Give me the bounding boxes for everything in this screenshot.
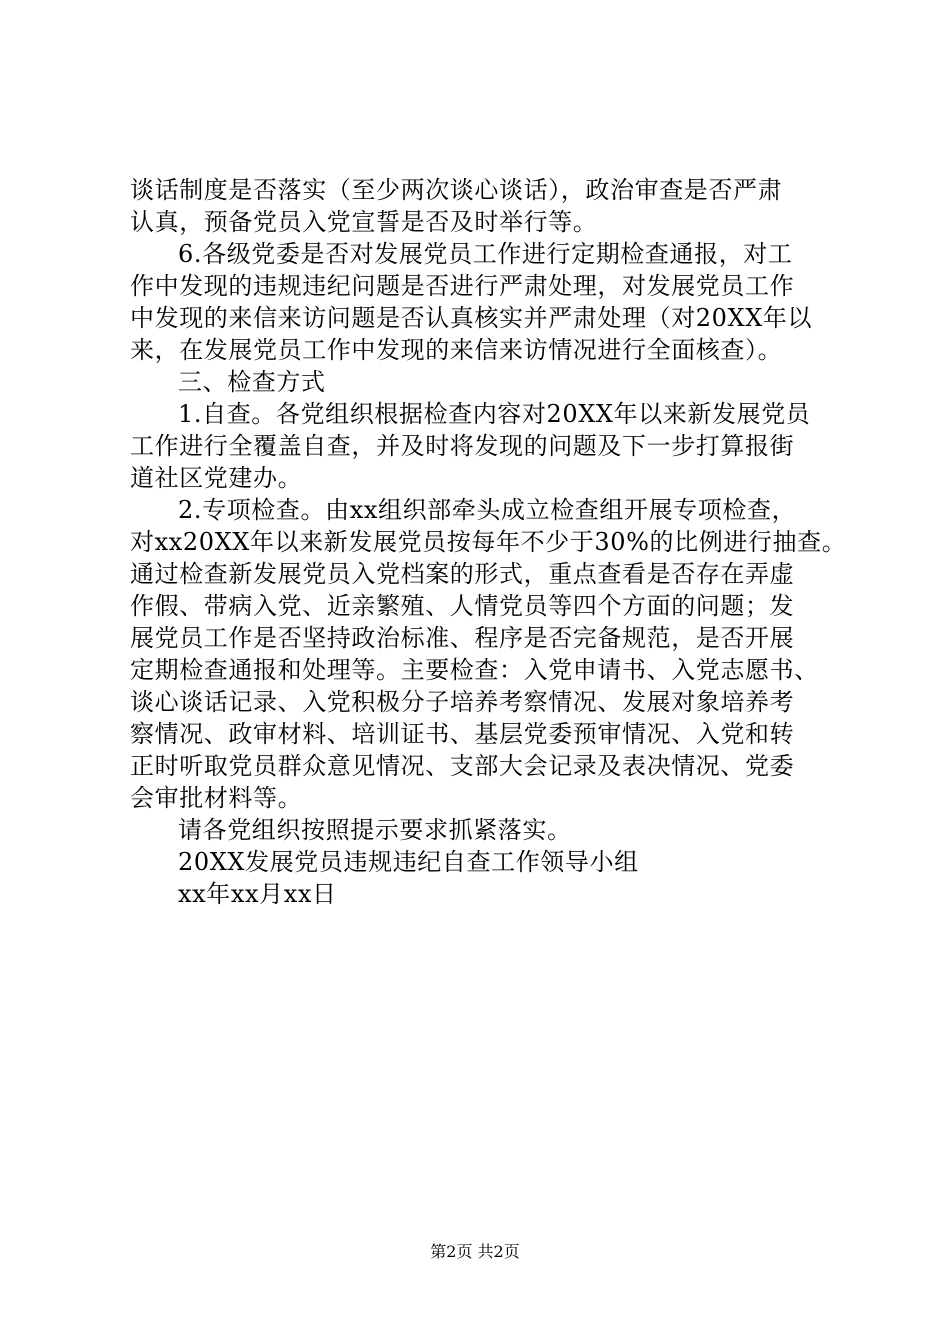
text-line: 作假、带病入党、近亲繁殖、人情党员等四个方面的问题；发	[130, 592, 795, 620]
text-line: 谈话制度是否落实（至少两次谈心谈话），政治审查是否严肃	[130, 176, 783, 204]
text-line: 中发现的来信来访问题是否认真核实并严肃处理（对20XX年以	[130, 304, 813, 332]
text-line: 1.自查。各党组织根据检查内容对20XX年以来新发展党员	[178, 400, 811, 428]
text-line: 察情况、政审材料、培训证书、基层党委预审情况、入党和转	[130, 720, 795, 748]
text-line: 来，在发展党员工作中发现的来信来访情况进行全面核查）。	[130, 336, 783, 364]
text-line: 请各党组织按照提示要求抓紧落实。	[178, 816, 572, 844]
text-line: 2.专项检查。由xx组织部牵头成立检查组开展专项检查，	[178, 496, 797, 524]
page-footer: 第2页 共2页	[430, 1242, 520, 1261]
text-line: 道社区党建办。	[130, 464, 303, 492]
text-line: 通过检查新发展党员入党档案的形式，重点查看是否存在弄虚	[130, 560, 795, 588]
text-line: 认真，预备党员入党宣誓是否及时举行等。	[130, 208, 598, 236]
text-line: 对xx20XX年以来新发展党员按每年不少于30%的比例进行抽查。	[130, 528, 847, 556]
document-body	[130, 174, 847, 910]
text-line: 作中发现的违规违纪问题是否进行严肃处理，对发展党员工作	[130, 272, 795, 300]
text-line: 三、检查方式	[178, 368, 326, 396]
text-line: 谈心谈话记录、入党积极分子培养考察情况、发展对象培养考	[130, 688, 795, 716]
text-line: 20XX发展党员违规违纪自查工作领导小组	[178, 848, 639, 876]
text-line: xx年xx月xx日	[178, 880, 337, 908]
text-line: 展党员工作是否坚持政治标准、程序是否完备规范，是否开展	[130, 624, 795, 652]
text-line: 正时听取党员群众意见情况、支部大会记录及表决情况、党委	[130, 752, 795, 780]
text-line: 定期检查通报和处理等。主要检查：入党申请书、入党志愿书、	[130, 656, 819, 684]
text-line: 会审批材料等。	[130, 784, 303, 812]
text-line: 工作进行全覆盖自查，并及时将发现的问题及下一步打算报街	[130, 432, 795, 460]
text-line: 6.各级党委是否对发展党员工作进行定期检查通报，对工	[178, 240, 793, 268]
